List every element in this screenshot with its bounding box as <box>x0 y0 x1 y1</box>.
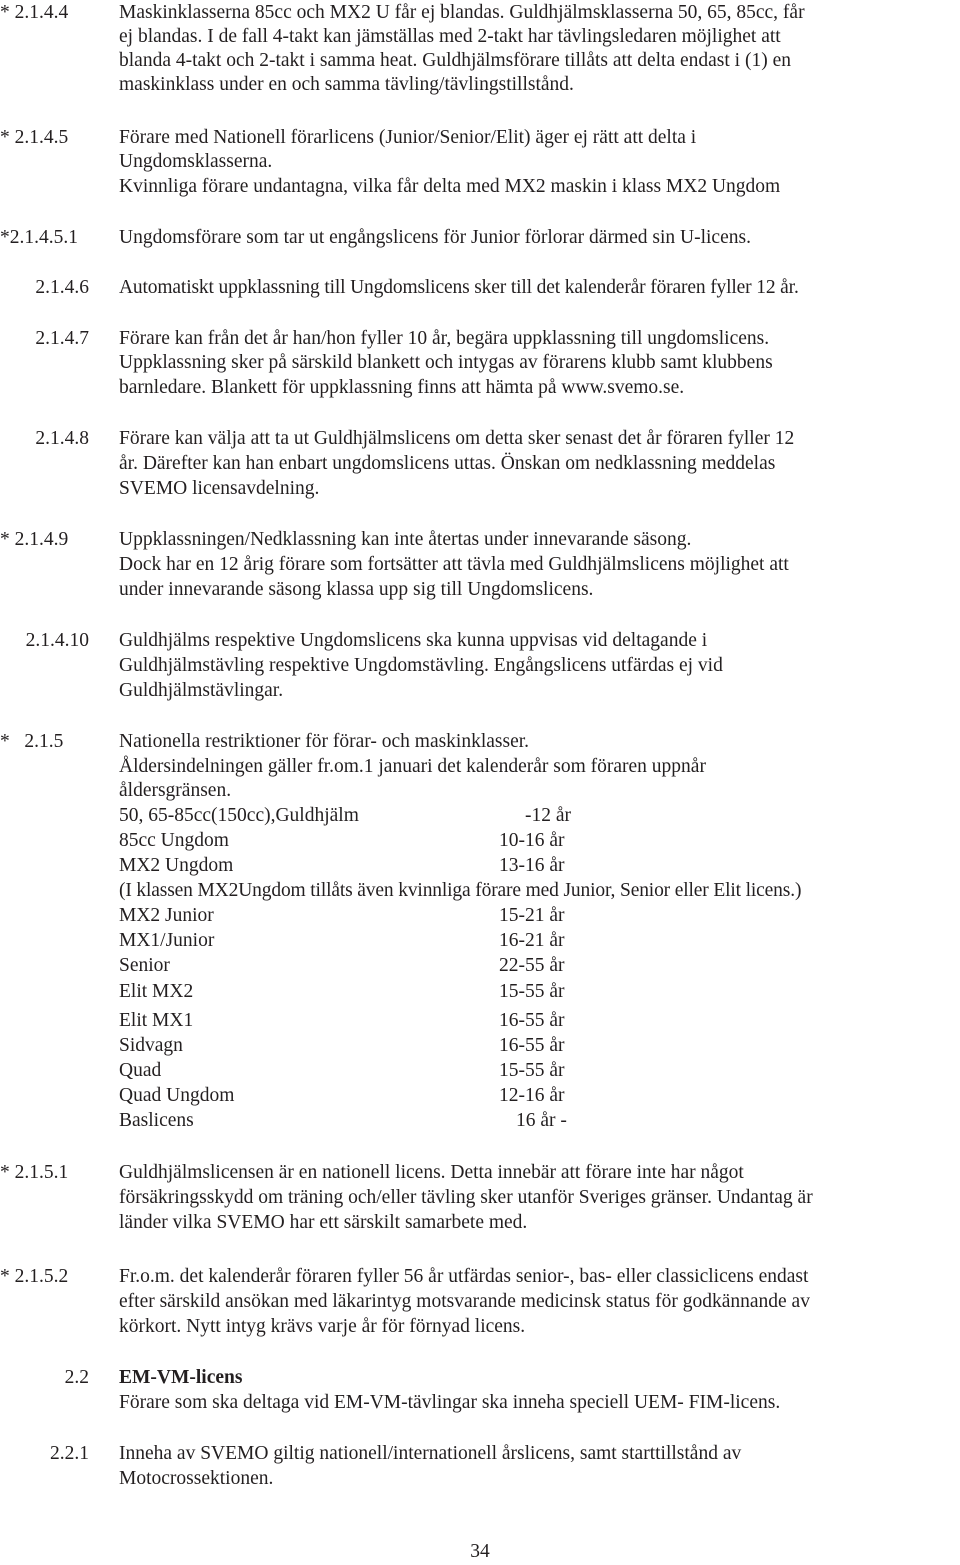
age-table-class: MX2 Ungdom <box>119 855 234 876</box>
paragraph-line: Åldersindelningen gäller fr.om.1 januari det kalenderår som föraren uppnår <box>119 756 706 777</box>
age-table-age: 15-55 år <box>499 1060 565 1081</box>
section-number: 2.1.4.10 <box>25 630 89 651</box>
age-table-class: Elit MX2 <box>119 981 194 1002</box>
age-table-class: Elit MX1 <box>119 1010 194 1031</box>
section-number: * 2.1.5 <box>0 731 64 752</box>
section-number: 2.2.1 <box>50 1443 89 1464</box>
paragraph-line: Maskinklasserna 85cc och MX2 U får ej blandas. Guldhjälmsklasserna 50, 65, 85cc, får <box>119 2 805 23</box>
section-number: * 2.1.4.9 <box>0 529 69 550</box>
paragraph-line: efter särskild ansökan med läkarintyg motsvarande medicinsk status för godkännande av <box>119 1291 810 1312</box>
section-number: *2.1.4.5.1 <box>0 227 78 248</box>
section-number: 2.1.4.7 <box>35 328 89 349</box>
paragraph-line: Automatiskt uppklassning till Ungdomslicens sker till det kalenderår föraren fyller 12 år. <box>119 277 799 298</box>
age-table-class: Quad <box>119 1060 162 1081</box>
age-table-age: 16-21 år <box>499 930 565 951</box>
paragraph-line: Inneha av SVEMO giltig nationell/internationell årslicens, samt starttillstånd av <box>119 1443 742 1464</box>
paragraph-line: Uppklassning sker på särskild blankett och intygas av förarens klubb samt klubbens <box>119 352 773 373</box>
age-table-class: MX2 Junior <box>119 905 214 926</box>
paragraph-line: Guldhjälmstävlingar. <box>119 680 284 701</box>
page-number: 34 <box>470 1540 490 1562</box>
section-number: * 2.1.4.4 <box>0 2 69 23</box>
age-table-class: Sidvagn <box>119 1035 183 1056</box>
age-table-age: 22-55 år <box>499 955 565 976</box>
section-number: * 2.1.5.1 <box>0 1162 69 1183</box>
paragraph-line: Guldhjälms respektive Ungdomslicens ska kunna uppvisas vid deltagande i <box>119 630 708 651</box>
paragraph-line: Förare med Nationell förarlicens (Junior/Senior/Elit) äger ej rätt att delta i <box>119 127 697 148</box>
age-table-age: 13-16 år <box>499 855 565 876</box>
paragraph-line: maskinklass under en och samma tävling/tävlingstillstånd. <box>119 74 574 95</box>
section-number: 2.1.4.6 <box>35 277 89 298</box>
paragraph-line: Guldhjälmslicensen är en nationell licens. Detta innebär att förare inte har något <box>119 1162 744 1183</box>
paragraph-line: Förare kan från det år han/hon fyller 10 år, begära uppklassning till ungdomslicens. <box>119 328 770 349</box>
paragraph-line: Ungdomsförare som tar ut engångslicens för Junior förlorar därmed sin U-licens. <box>119 227 751 248</box>
paragraph-line: år. Därefter kan han enbart ungdomslicens uttas. Önskan om nedklassning meddelas <box>119 453 776 474</box>
age-table-age: 10-16 år <box>499 830 565 851</box>
age-table-age: 15-55 år <box>499 981 565 1002</box>
paragraph-line: SVEMO licensavdelning. <box>119 478 320 499</box>
paragraph-line: länder vilka SVEMO har ett särskilt samarbete med. <box>119 1212 528 1233</box>
section-number: * 2.1.4.5 <box>0 127 69 148</box>
paragraph-line: Uppklassningen/Nedklassning kan inte återtas under innevarande säsong. <box>119 529 692 550</box>
age-table-class: 50, 65-85cc(150cc),Guldhjälm <box>119 805 359 826</box>
paragraph-line: barnledare. Blankett för uppklassning finns att hämta på www.svemo.se. <box>119 377 685 398</box>
age-table-age: 16 år - <box>516 1110 567 1131</box>
paragraph-line: försäkringsskydd om träning och/eller tävling sker utanför Sveriges gränser. Undantag är <box>119 1187 813 1208</box>
age-table-age: 12-16 år <box>499 1085 565 1106</box>
paragraph-line: Kvinnliga förare undantagna, vilka får delta med MX2 maskin i klass MX2 Ungdom <box>119 176 781 197</box>
age-table-class: MX1/Junior <box>119 930 215 951</box>
age-table-age: 16-55 år <box>499 1035 565 1056</box>
paragraph-line: Förare som ska deltaga vid EM-VM-tävlingar ska inneha speciell UEM- FIM-licens. <box>119 1392 781 1413</box>
paragraph-line: Fr.o.m. det kalenderår föraren fyller 56 år utfärdas senior-, bas- eller classiclicens endast <box>119 1266 809 1287</box>
section-number: 2.2 <box>64 1367 89 1388</box>
age-table-class: Quad Ungdom <box>119 1085 235 1106</box>
paragraph-line: Motocrossektionen. <box>119 1468 274 1489</box>
paragraph-line: Förare kan välja att ta ut Guldhjälmslicens om detta sker senast det år föraren fyller 12 <box>119 428 795 449</box>
age-table-age: 15-21 år <box>499 905 565 926</box>
age-table-note: (I klassen MX2Ungdom tillåts även kvinnliga förare med Junior, Senior eller Elit licens.) <box>119 880 802 901</box>
section-heading: EM-VM-licens <box>119 1367 243 1388</box>
section-number: 2.1.4.8 <box>35 428 89 449</box>
age-table-class: Senior <box>119 955 170 976</box>
age-table-age: -12 år <box>525 805 572 826</box>
paragraph-line: Dock har en 12 årig förare som fortsätter att tävla med Guldhjälmslicens möjlighet att <box>119 554 789 575</box>
paragraph-line: körkort. Nytt intyg krävs varje år för förnyad licens. <box>119 1316 526 1337</box>
section-number: * 2.1.5.2 <box>0 1266 69 1287</box>
paragraph-line: Ungdomsklasserna. <box>119 151 273 172</box>
age-table-class: 85cc Ungdom <box>119 830 229 851</box>
paragraph-line: under innevarande säsong klassa upp sig till Ungdomslicens. <box>119 579 594 600</box>
age-table-age: 16-55 år <box>499 1010 565 1031</box>
paragraph-line: åldersgränsen. <box>119 780 232 801</box>
paragraph-line: Guldhjälmstävling respektive Ungdomstävling. Engångslicens utfärdas ej vid <box>119 655 723 676</box>
age-table-class: Baslicens <box>119 1110 194 1131</box>
paragraph-line: ej blandas. I de fall 4-takt kan jämställas med 2-takt har tävlingsledaren möjlighet att <box>119 26 781 47</box>
paragraph-line: Nationella restriktioner för förar- och maskinklasser. <box>119 731 530 752</box>
paragraph-line: blanda 4-takt och 2-takt i samma heat. Guldhjälmsförare tillåts att delta endast i (1) en <box>119 50 791 71</box>
